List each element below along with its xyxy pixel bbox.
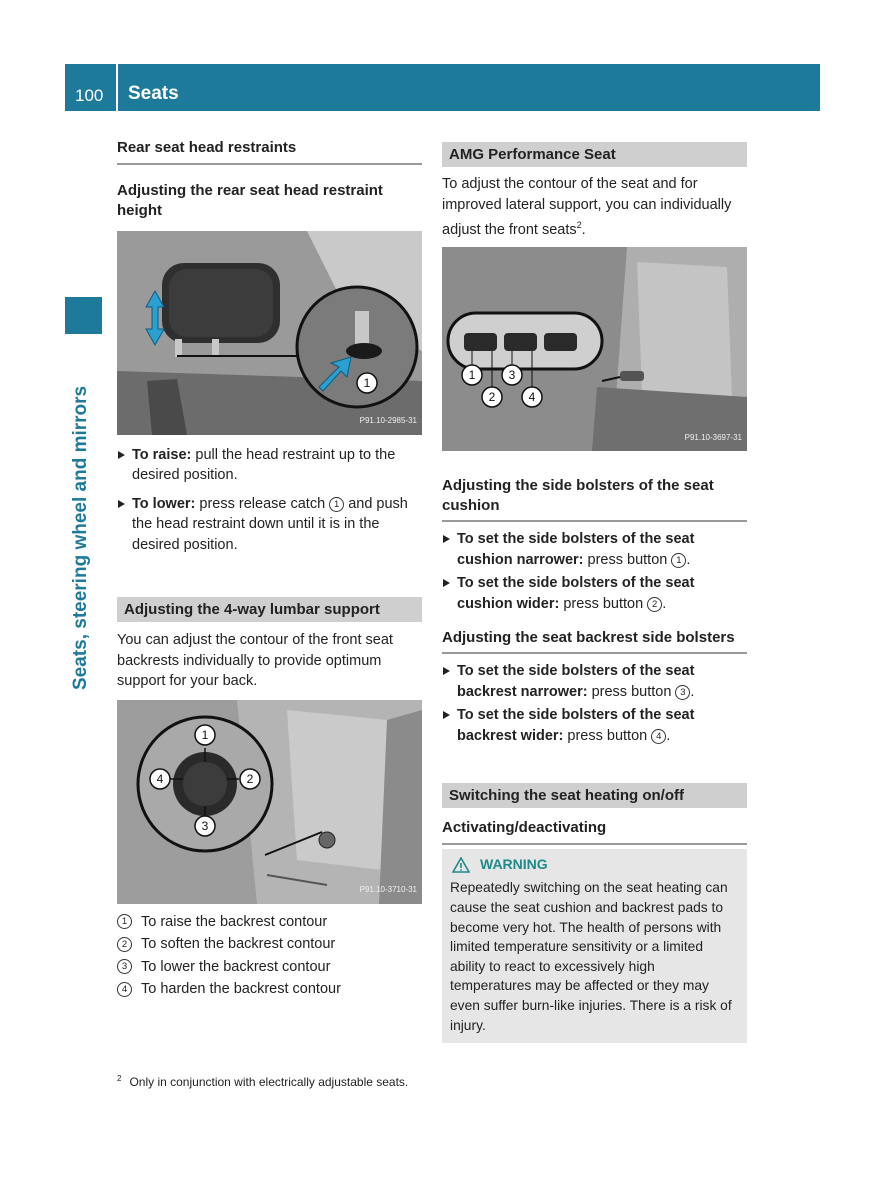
figure-code: P91.10-2985-31 (359, 416, 417, 425)
head-restraint-photo (117, 231, 422, 435)
warning-header (450, 855, 739, 875)
section-bar-lumbar: Adjusting the 4-way lumbar support (117, 597, 422, 622)
amg-seat-illustration (442, 247, 747, 451)
footnote: $^2$ Only in conjunction with electrically adjustable seats. (117, 1074, 409, 1089)
legend-item: 4 To harden the backrest contour (117, 978, 422, 1001)
section-bar-amg: AMG Performance Seat (442, 142, 747, 167)
list-item: To set the side bolsters of the seat cushion narrower: press button 1 . (442, 529, 747, 570)
backrest-heading: Adjusting the seat backrest side bolsters (442, 629, 735, 647)
side-tab-marker (65, 297, 102, 334)
callout-number: 1 (329, 497, 344, 512)
photo-callout: 2 (246, 771, 254, 786)
warning-icon (452, 857, 470, 873)
page-number: 100 (75, 86, 104, 105)
section-bar-heating: Switching the seat heating on/off (442, 783, 747, 808)
photo-callout: 4 (528, 390, 536, 405)
photo-callout: 4 (156, 771, 164, 786)
list-item: To set the side bolsters of the seat backrest wider: press button 4 . (442, 705, 747, 746)
subheading: Adjusting the rear seat head restraint height (117, 181, 383, 219)
page-header (65, 64, 820, 111)
warning-label: WARNING (480, 855, 548, 872)
photo-callout: 1 (363, 375, 371, 390)
lumbar-photo (117, 700, 422, 904)
figure-code: P91.10-3710-31 (359, 885, 417, 894)
photo-callout: 1 (468, 368, 476, 383)
photo-callout: 1 (201, 727, 209, 742)
side-tab-text: Seats, steering wheel and mirrors (70, 385, 91, 690)
legend-item: 3 To lower the backrest contour (117, 956, 422, 979)
figure-code: P91.10-3697-31 (684, 432, 742, 442)
list-item: To raise: pull the head restraint up to the desired position. (117, 445, 422, 486)
lumbar-illustration (117, 700, 422, 904)
cushion-heading: Adjusting the side bolsters of the seat cushion (442, 477, 714, 515)
photo-callout: 2 (488, 390, 496, 405)
warning-text: Repeatedly switching on the seat heating can cause the seat cushion and backrest pads to become very hot. The health of persons with limited temperature sensitivity or a limited ability to react to excessively high temperatures may be affected or they may even suffer burn-like injuries. There is a risk of injury. (450, 880, 732, 1033)
list-item: To set the side bolsters of the seat cushion wider: press button 2 . (442, 573, 747, 614)
head-restraint-illustration (117, 231, 422, 435)
photo-callout: 3 (508, 368, 516, 383)
legend-list (117, 911, 422, 1001)
header-divider (116, 64, 118, 111)
amg-intro: To adjust the contour of the seat and for improved lateral support, you can individually adjust the front seats$^2$. (442, 176, 732, 238)
photo-callout: 3 (201, 818, 209, 833)
chapter-title: Seats (128, 83, 179, 104)
legend-item: 1 To raise the backrest contour (117, 911, 422, 934)
legend-item: 2 To soften the backrest contour (117, 933, 422, 956)
amg-seat-photo (442, 247, 747, 451)
left-column (117, 138, 422, 1001)
section-title: Rear seat head restraints (117, 138, 422, 165)
right-column (442, 142, 747, 1043)
heating-subheading: Activating/deactivating (442, 818, 747, 845)
list-item: To lower: press release catch 1 and push the head restraint down until it is in the desired position. (117, 494, 422, 556)
warning-box (442, 849, 747, 1043)
list-item: To set the side bolsters of the seat backrest narrower: press button 3 . (442, 661, 747, 702)
lumbar-intro: You can adjust the contour of the front seat backrests individually to provide optimum support for your back. (117, 632, 393, 689)
